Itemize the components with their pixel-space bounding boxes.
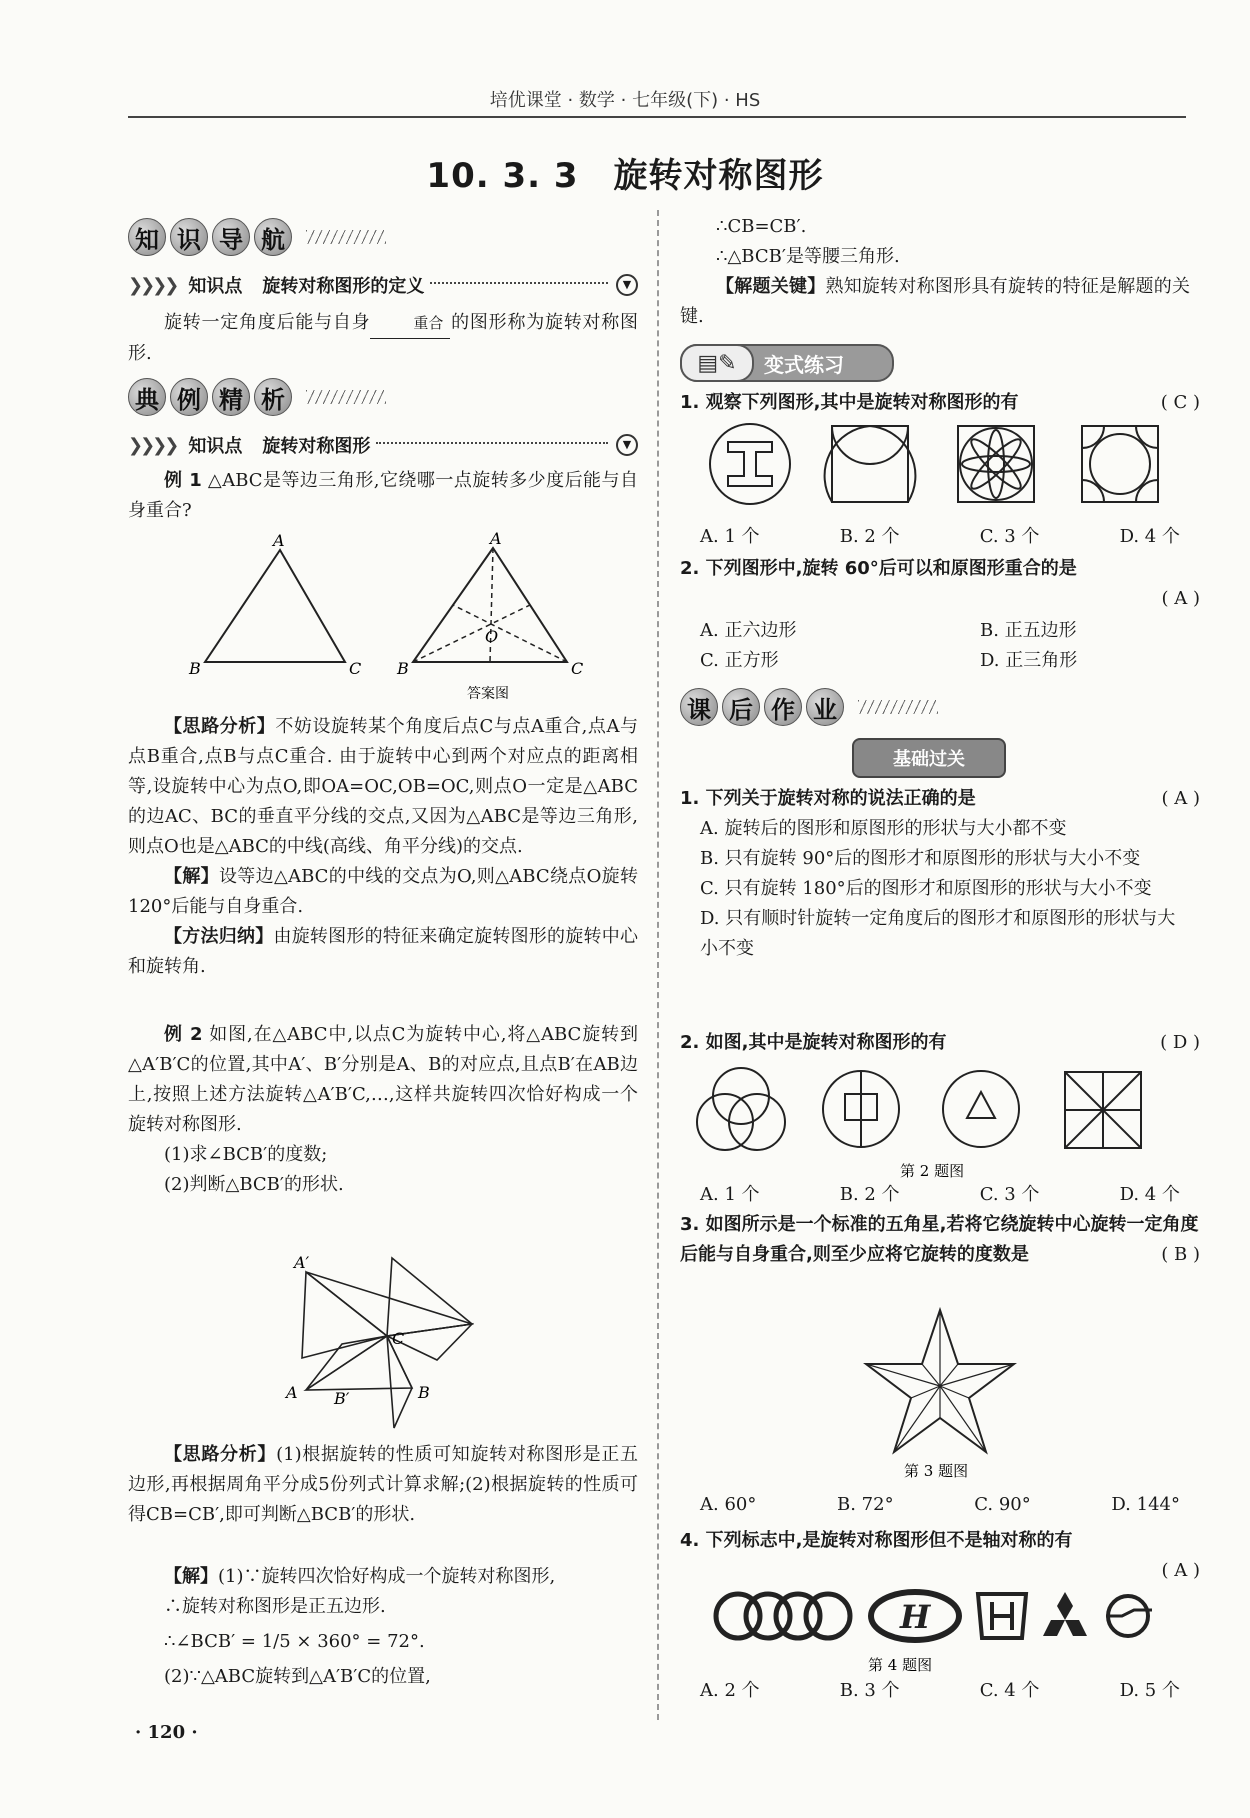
question-text: 1. 下列关于旋转对称的说法正确的是	[680, 788, 976, 809]
homework-q4	[680, 1526, 1200, 1586]
figure-caption: 第 2 题图	[900, 1162, 965, 1180]
figure-caption: 答案图	[467, 686, 509, 702]
knowledge-point-1	[128, 272, 638, 298]
rotated-triangles	[302, 1258, 472, 1428]
five-pointed-star	[866, 1310, 1014, 1452]
practice-q1-figures	[710, 422, 1150, 512]
homework-q4-logos	[710, 1590, 1160, 1686]
option: A. 旋转后的图形和原图形的形状与大小都不变	[700, 818, 1067, 839]
label-a: A	[490, 529, 502, 548]
dot-leader	[430, 282, 608, 284]
practice-q2-options	[700, 616, 1180, 676]
example-text: △ABC是等边三角形,它绕哪一点旋转多少度后能与自身重合?	[128, 470, 638, 521]
answer: ( A )	[1161, 788, 1200, 809]
hatch-decoration	[306, 390, 386, 404]
page-number: · 120 ·	[135, 1722, 198, 1743]
solution-tag: 【解】	[164, 866, 219, 887]
flower-figure	[958, 426, 1034, 502]
option: C. 4 个	[979, 1680, 1040, 1701]
badge-char: 后	[722, 688, 760, 726]
label-c: C	[571, 659, 584, 678]
def-text: 旋转一定角度后能与自身	[164, 312, 371, 333]
solution-tag: 【解】	[164, 1566, 218, 1587]
option: B. 72°	[837, 1494, 894, 1515]
header-rule	[128, 116, 1186, 118]
option: B. 只有旋转 90°后的图形才和原图形的形状与大小不变	[700, 848, 1141, 869]
practice-q1-options	[700, 522, 1180, 548]
label-c: C	[392, 1329, 405, 1348]
method-tag: 【方法归纳】	[164, 926, 274, 947]
h-box-logo	[978, 1594, 1026, 1638]
circle-i-beam-figure	[710, 424, 790, 504]
circle-bolt-logo	[1106, 1596, 1152, 1636]
question-text: 2. 如图,其中是旋转对称图形的有	[680, 1032, 947, 1053]
analysis-tag: 【思路分析】	[164, 716, 276, 737]
example-2-solution	[128, 1562, 638, 1692]
answer: ( D )	[1160, 1032, 1200, 1053]
badge-char: 业	[806, 688, 844, 726]
practice-q1	[680, 388, 1200, 418]
solution-text: (2)∵△ABC旋转到△A′B′C的位置,	[164, 1666, 431, 1687]
homework-q3-options	[700, 1494, 1180, 1515]
basic-level-badge: 基础过关	[852, 738, 1006, 778]
answer: ( A )	[1161, 588, 1200, 609]
badge-char: 作	[764, 688, 802, 726]
option: D. 只有顺时针旋转一定角度后的图形才和原图形的形状与大小不变	[700, 908, 1176, 959]
column-divider	[657, 210, 659, 1720]
svg-text:H: H	[900, 1598, 931, 1636]
h1-options	[680, 814, 1190, 964]
homework-badge	[680, 688, 938, 726]
circle-triangle-figure	[943, 1071, 1019, 1147]
homework-q3	[680, 1210, 1200, 1270]
option: A. 60°	[700, 1494, 757, 1515]
badge-char: 典	[128, 378, 166, 416]
example-2	[128, 1020, 638, 1200]
solution-text: ∴∠BCB′ = 1/5 × 360° = 72°.	[164, 1631, 425, 1652]
option: B. 正五边形	[980, 620, 1077, 641]
question-text: 1. 观察下列图形,其中是旋转对称图形的有	[680, 392, 1019, 413]
circle-square-figure	[823, 1071, 899, 1147]
label-b: B	[418, 1383, 430, 1402]
label-b: B	[189, 659, 201, 678]
option: B. 3 个	[839, 1680, 900, 1701]
definition	[128, 308, 638, 369]
homework-q1	[680, 784, 1200, 964]
example-label: 例 1	[164, 470, 202, 491]
badge-char: 知	[128, 218, 166, 256]
option: B. 2 个	[839, 1184, 900, 1205]
triangle-abc	[205, 550, 345, 662]
practice-q2	[680, 554, 1200, 614]
key-tag: 【解题关键】	[716, 276, 826, 297]
analysis-tag: 【思路分析】	[164, 1444, 277, 1465]
arrows-icon: ❯❯❯❯	[128, 434, 177, 456]
option: B. 2 个	[839, 526, 900, 547]
option: C. 正方形	[700, 650, 779, 671]
badge-char: 航	[254, 218, 292, 256]
label-a: A	[273, 531, 285, 550]
question-part: (2)判断△BCB′的形状.	[164, 1174, 344, 1195]
chevron-down-icon: ▼	[616, 274, 638, 296]
solution-text: 设等边△ABC的中线的交点为O,则△ABC绕点O旋转120°后能与自身重合.	[128, 866, 639, 917]
rings-logo	[716, 1594, 850, 1638]
practice-header	[680, 344, 894, 382]
option: A. 2 个	[700, 1680, 760, 1701]
badge-char: 识	[170, 218, 208, 256]
homework-q2	[680, 1028, 1200, 1058]
solution-text: (1)∵旋转四次恰好构成一个旋转对称图形,	[218, 1566, 556, 1587]
option: A. 1 个	[700, 1184, 760, 1205]
kp-label: 知识点	[188, 436, 243, 457]
homework-q2-figures	[695, 1064, 1145, 1184]
figure-caption: 第 3 题图	[904, 1462, 969, 1480]
nav-badge	[128, 218, 386, 256]
key-text: 熟知旋转对称图形具有旋转的特征是解题的关键.	[680, 276, 1191, 327]
label-b: B	[397, 659, 409, 678]
answer: ( A )	[1161, 1560, 1200, 1581]
practice-label: 变式练习	[764, 352, 844, 377]
question-part: (1)求∠BCB′的度数;	[164, 1144, 328, 1165]
hatch-decoration	[306, 230, 386, 244]
option: C. 3 个	[979, 526, 1040, 547]
knowledge-point-2	[128, 432, 638, 458]
homework-q2-options	[700, 1180, 1180, 1206]
figure-caption: 第 4 题图	[868, 1656, 933, 1674]
example-text: 如图,在△ABC中,以点C为旋转中心,将△ABC旋转到△A′B′C的位置,其中A′、B′分别是A、B的对应点,且点B′在AB边上,按照上述方法旋转△A′B′C,…,这样共旋转四次恰好构成一个旋转对称图形.	[128, 1024, 638, 1135]
three-circles-figure	[697, 1068, 785, 1150]
example-2-figure	[282, 1248, 492, 1428]
option: C. 3 个	[979, 1184, 1040, 1205]
kp-title: 旋转对称图形的定义	[262, 276, 425, 297]
analysis-text: (1)根据旋转的性质可知旋转对称图形是正五边形,再根据周角平分成5份列式计算求解;(2)根据旋转的性质可得CB=CB′,即可判断△BCB′的形状.	[128, 1444, 638, 1525]
option: C. 只有旋转 180°后的图形才和原图形的形状与大小不变	[700, 878, 1152, 899]
option: D. 4 个	[1119, 526, 1180, 547]
badge-char: 例	[170, 378, 208, 416]
badge-char: 课	[680, 688, 718, 726]
option: D. 正三角形	[980, 650, 1078, 671]
label-a: A	[286, 1383, 298, 1402]
label-o: O	[485, 627, 499, 646]
analysis-text: 不妨设旋转某个角度后点C与点A重合,点A与点B重合,点B与点C重合. 由于旋转中心到两个对应点的距离相等,设旋转中心为点O,即OA=OC,OB=OC,则点O一定是△ABC的边AC、BC的垂直平分线的交点,又因为△ABC是等边三角形,则点O也是△ABC的中线(高线、角平分线)的交点.	[128, 716, 639, 857]
example-2-analysis	[128, 1440, 638, 1530]
kp-title: 旋转对称图形	[262, 436, 371, 457]
badge-char: 析	[254, 378, 292, 416]
square-arcs-figure	[825, 426, 916, 502]
solution-text: ∴△BCB′是等腰三角形.	[716, 246, 900, 267]
option: C. 90°	[974, 1494, 1031, 1515]
book-icon: ▤✎	[680, 344, 754, 382]
example-label: 例 2	[164, 1024, 203, 1045]
solution-text: ∴旋转对称图形是正五边形.	[164, 1596, 386, 1617]
option: A. 1 个	[700, 526, 760, 547]
label-c: C	[349, 659, 362, 678]
example-badge	[128, 378, 386, 416]
answer: ( B )	[1161, 1244, 1200, 1265]
hatch-decoration	[858, 700, 938, 714]
homework-q3-figure	[860, 1306, 1020, 1480]
label-a-prime: A′	[294, 1253, 310, 1272]
option: D. 5 个	[1119, 1680, 1180, 1701]
question-text: 4. 下列标志中,是旋转对称图形但不是轴对称的有	[680, 1530, 1073, 1551]
example-1	[128, 466, 638, 526]
label-b-prime: B′	[334, 1389, 350, 1408]
option: A. 正六边形	[700, 620, 797, 641]
question-text: 2. 下列图形中,旋转 60°后可以和原图形重合的是	[680, 558, 1077, 579]
badge-char: 导	[212, 218, 250, 256]
example-2-continued	[680, 212, 1190, 332]
running-header: 培优课堂 · 数学 · 七年级(下) · HS	[489, 90, 761, 111]
kp-label: 知识点	[188, 276, 243, 297]
answer: ( C )	[1160, 392, 1200, 413]
def-text: 的图形称为旋转对称图形.	[128, 312, 639, 364]
example-1-figure	[185, 529, 584, 702]
badge-char: 精	[212, 378, 250, 416]
option: D. 4 个	[1119, 1184, 1180, 1205]
pinwheel-figure	[1065, 1072, 1141, 1148]
method-text: 由旋转图形的特征来确定旋转图形的旋转中心和旋转角.	[128, 926, 639, 977]
example-1-solution	[128, 712, 638, 982]
homework-q4-options	[700, 1676, 1180, 1702]
h-oval-logo	[871, 1592, 959, 1640]
chevron-down-icon: ▼	[616, 434, 638, 456]
dot-leader	[376, 442, 608, 444]
square-circle-figure	[1082, 426, 1158, 502]
question-text: 3. 如图所示是一个标准的五角星,若将它绕旋转中心旋转一定角度后能与自身重合,则至少应将它旋转的度数是	[680, 1214, 1199, 1265]
answer-blank: 重合	[370, 308, 450, 339]
arrows-icon: ❯❯❯❯	[128, 274, 177, 296]
three-diamonds-logo	[1043, 1592, 1087, 1636]
section-title: 10. 3. 3 旋转对称图形	[426, 156, 824, 196]
solution-text: ∴CB=CB′.	[716, 216, 807, 237]
option: D. 144°	[1111, 1494, 1180, 1515]
